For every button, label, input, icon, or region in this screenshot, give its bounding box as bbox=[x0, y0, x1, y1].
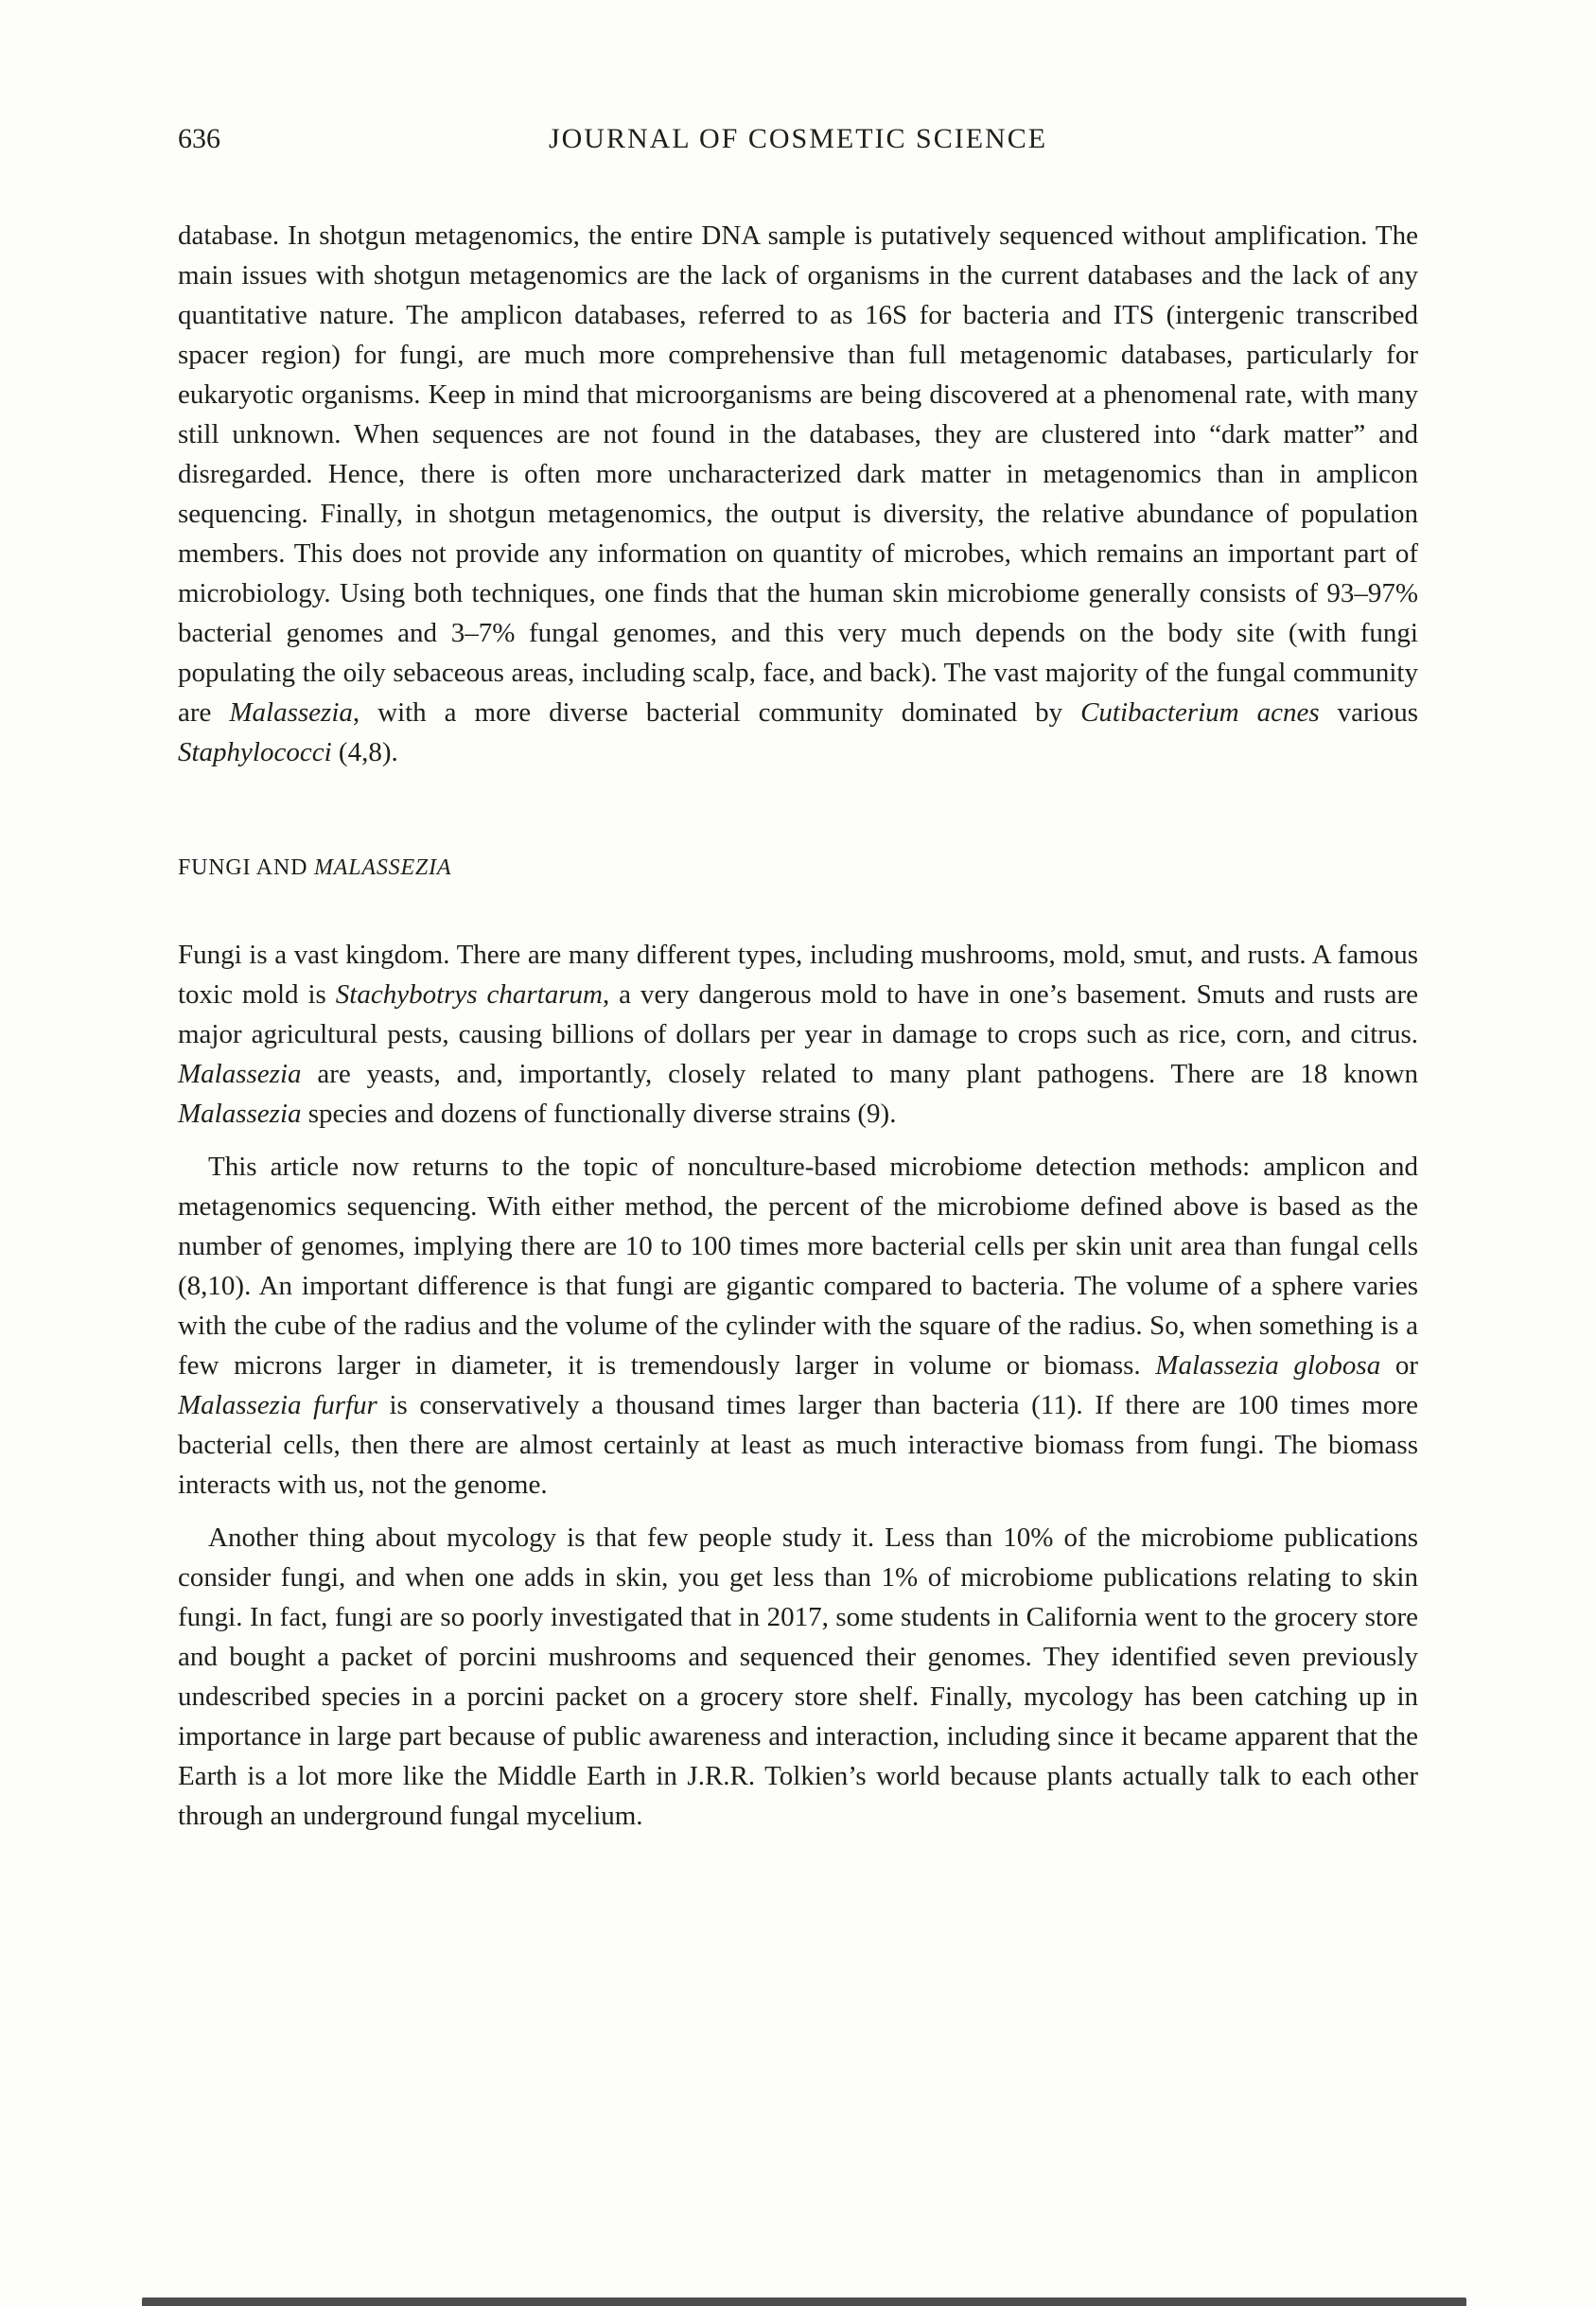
article-body bbox=[178, 216, 1418, 1836]
section-heading-fungi-and-malassezia: FUNGI AND MALASSEZIA bbox=[178, 855, 452, 880]
paragraph-fungi-kingdom: Fungi is a vast kingdom. There are many different types, including mushrooms, mold, smut, and rusts. A famous toxic mold is Stachybotrys chartarum, a very dangerous mold to have in one’s basement. Smuts and rusts are major agricultural pests, causing billions of dollars per year in damage to crops such as rice, corn, and citrus. Malassezia are yeasts, and, importantly, closely related to many plant pathogens. There are 18 known Malassezia species and dozens of functionally diverse strains (9). bbox=[178, 940, 1419, 1129]
scan-edge-artifact bbox=[142, 2297, 1466, 2306]
paragraph-metagenomics: database. In shotgun metagenomics, the entire DNA sample is putatively sequenced without amplification. The main issues with shotgun metagenomics are the lack of organisms in the current databases and the lack of any quantitative nature. The amplicon databases, referred to as 16S for bacteria and ITS (intergenic transcribed spacer region) for fungi, are much more comprehensive than full metagenomic databases, particularly for eukaryotic organisms. Keep in mind that microorganisms are being discovered at a phenomenal rate, with many still unknown. When sequences are not found in the databases, they are clustered into “dark matter” and disregarded. Hence, there is often more uncharacterized dark matter in metagenomics than in amplicon sequencing. Finally, in shotgun metagenomics, the output is diversity, the relative abundance of population members. This does not provide any information on quantity of microbes, which remains an important part of microbiology. Using both techniques, one finds that the human skin microbiome generally consists of 93–97% bacterial genomes and 3–7% fungal genomes, and this very much depends on the body site (with fungi populating the oily sebaceous areas, including scalp, face, and back). The vast majority of the fungal community are Malassezia, with a more diverse bacterial community dominated by Cutibacterium acnes various Staphylococci (4,8). bbox=[178, 220, 1418, 767]
page-number: 636 bbox=[178, 123, 220, 154]
paragraph-mycology: Another thing about mycology is that few people study it. Less than 10% of the microbiome publications consider fungi, and when one adds in skin, you get less than 1% of microbiome publications relating to skin fungi. In fact, fungi are so poorly investigated that in 2017, some students in California went to the grocery store and bought a packet of porcini mushrooms and sequenced their genomes. They identified seven previously undescribed species in a porcini packet on a grocery store shelf. Finally, mycology has been catching up in importance in large part because of public awareness and interaction, including since it became apparent that the Earth is a lot more like the Middle Earth in J.R.R. Tolkien’s world because plants actually talk to each other through an underground fungal mycelium. bbox=[178, 1523, 1418, 1831]
journal-title: JOURNAL OF COSMETIC SCIENCE bbox=[548, 123, 1048, 154]
page-header bbox=[178, 121, 1418, 157]
paragraph-detection-methods: This article now returns to the topic of nonculture-based microbiome detection methods: amplicon and metagenomics sequencing. With either method, the percent of the microbiome defined above is based as the number of genomes, implying there are 10 to 100 times more bacterial cells per skin unit area than fungal cells (8,10). An important difference is that fungi are gigantic compared to bacteria. The volume of a sphere varies with the cube of the radius and the volume of the cylinder with the square of the radius. So, when something is a few microns larger in diameter, it is tremendously larger in volume or biomass. Malassezia globosa or Malassezia furfur is conservatively a thousand times larger than bacteria (11). If there are 100 times more bacterial cells, then there are almost certainly at least as much interactive biomass from fungi. The biomass interacts with us, not the genome. bbox=[178, 1152, 1419, 1500]
